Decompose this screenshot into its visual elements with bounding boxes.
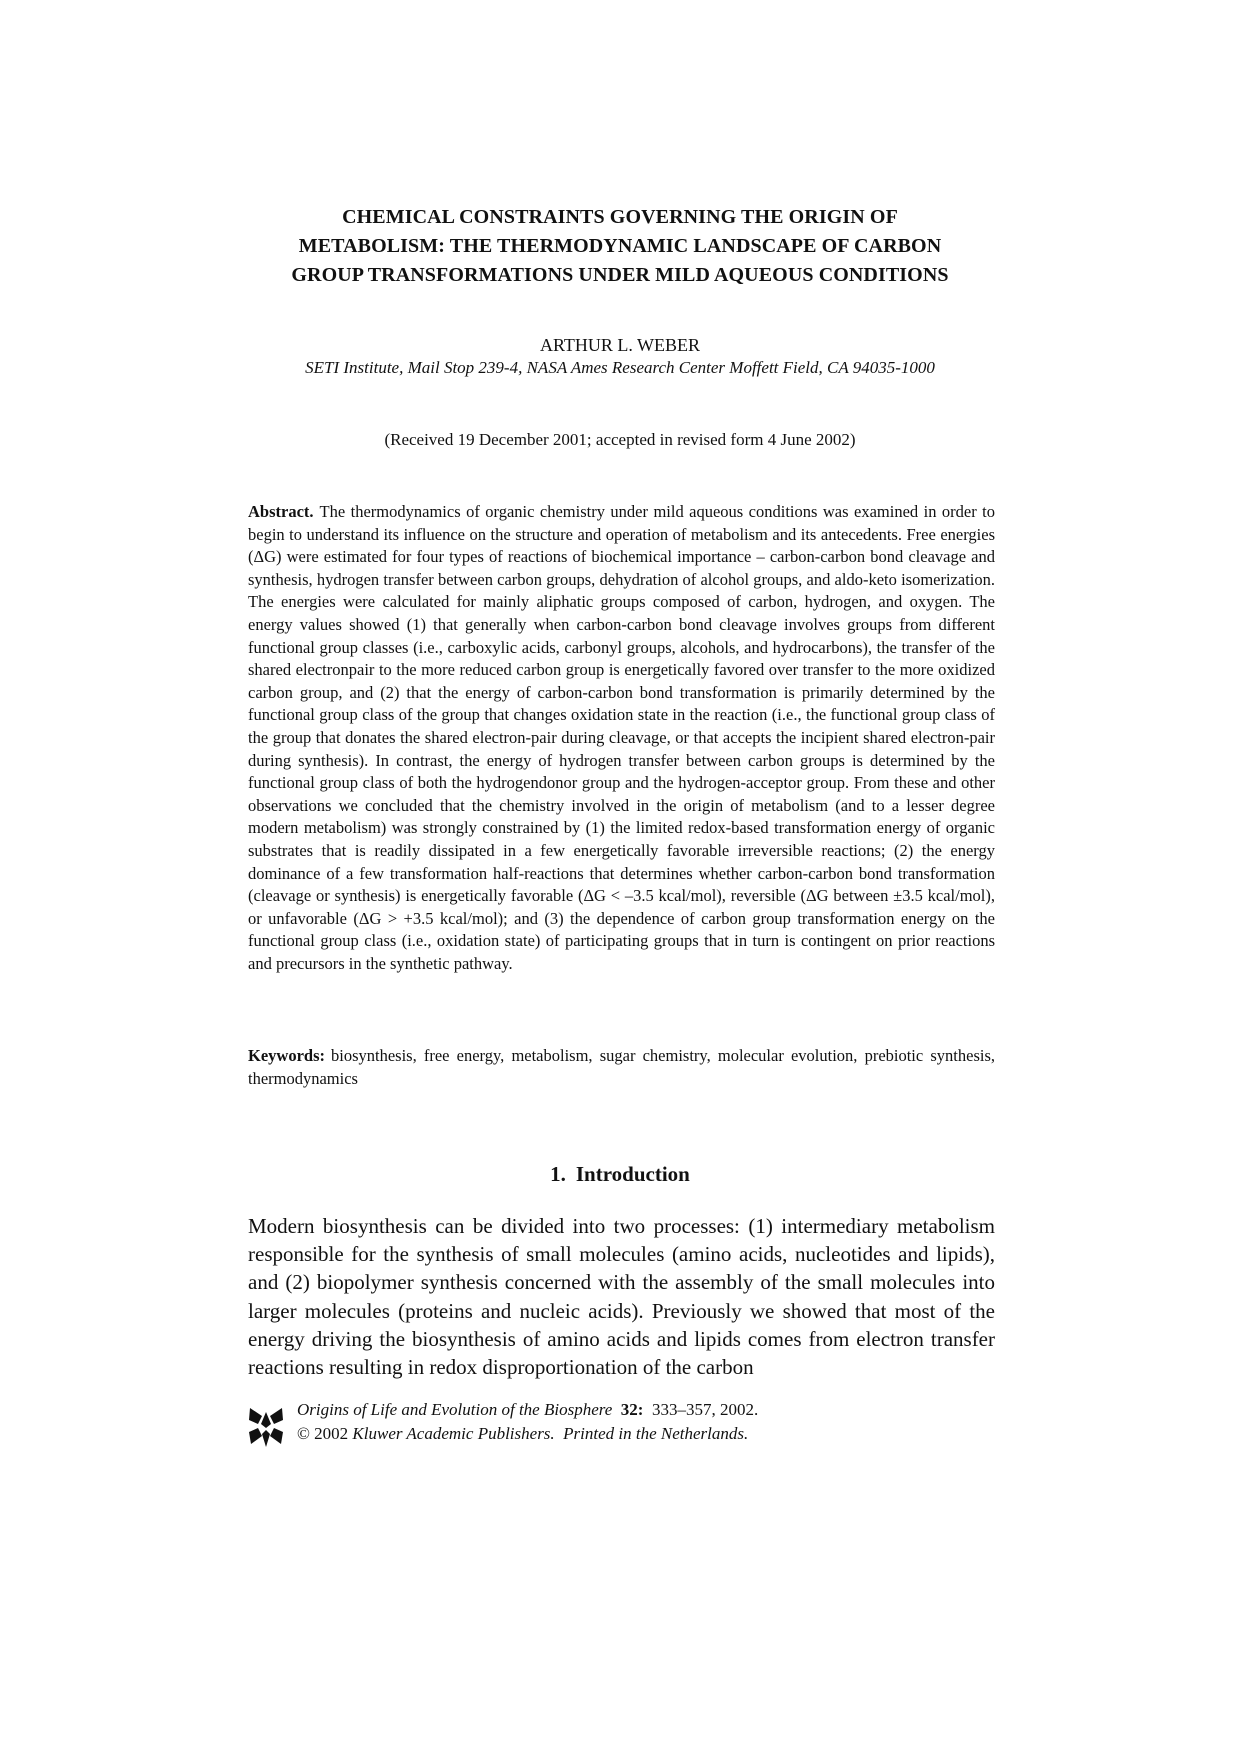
keywords-label: Keywords: [248,1046,325,1065]
publisher-name: Kluwer Academic Publishers. [352,1424,555,1443]
intro-paragraph: Modern biosynthesis can be divided into two processes: (1) intermediary metabolism responsible for the synthesis of small molecules (amino acids, nucleotides and lipids), and (2) biopolymer synthesis concerned with the assembly of the small molecules into larger molecules (proteins and nucleic acids). Previously we showed that most of the energy driving the biosynthesis of amino acids and lipids comes from electron transfer reactions resulting in redox disproportionation of the carbon [248,1214,995,1380]
section-heading [230,1160,1010,1188]
abstract-label: Abstract. [248,502,314,521]
journal-footer [248,1398,1008,1458]
kluwer-logo-icon [248,1404,284,1448]
title-line-2: METABOLISM: THE THERMODYNAMIC LANDSCAPE OF CARBON [298,235,942,257]
author-name: ARTHUR L. WEBER [539,335,701,355]
footer-line-2 [297,1422,758,1446]
section-title: Introduction [575,1162,690,1186]
title-line-1: CHEMICAL CONSTRAINTS GOVERNING THE ORIGIN OF [342,206,898,228]
abstract-text: The thermodynamics of organic chemistry under mild aqueous conditions was examined in order to begin to understand its influence on the structure and operation of metabolism and its antecedents. Free energies (ΔG) were estimated for four types of reactions of biochemical importance – carbon-carbon bond cleavage and synthesis, hydrogen transfer between carbon groups, dehydration of alcohol groups, and aldo-keto isomerization. The energies were calculated for mainly aliphatic groups composed of carbon, hydrogen, and oxygen. The energy values showed (1) that generally when carbon-carbon bond cleavage involves groups from different functional group classes (i.e., carboxylic acids, carbonyl groups, alcohols, and hydrocarbons), the transfer of the shared electronpair to the more reduced carbon group is energetically favored over transfer to the more oxidized carbon group, and (2) that the energy of carbon-carbon bond transformation is primarily determined by the functional group class of the group that changes oxidation state in the reaction (i.e., the functional group class of the group that donates the shared electron-pair during cleavage, or that accepts the incipient shared electron-pair during synthesis). In contrast, the energy of hydrogen transfer between carbon groups is determined by the functional group class of both the hydrogendonor group and the hydrogen-acceptor group. From these and other observations we concluded that the chemistry involved in the origin of metabolism (and to a lesser degree modern metabolism) was strongly constrained by (1) the limited redox-based transformation energy of organic substrates that is readily dissipated in a few energetically favorable irreversible reactions; (2) the energy dominance of a few transformation half-reactions that determines whether carbon-carbon bond transformation (cleavage or synthesis) is energetically favorable (ΔG < –3.5 kcal/mol), reversible (ΔG between ±3.5 kcal/mol), or unfavorable (ΔG > +3.5 kcal/mol); and (3) the dependence of carbon group transformation energy on the functional group class (i.e., oxidation state) of participating groups that in turn is contingent on prior reactions and precursors in the synthetic pathway. [248,502,995,973]
printed-note: Printed in the Netherlands. [563,1424,749,1443]
paper-title [230,203,1010,290]
footer-line-1 [297,1398,758,1422]
abstract [248,501,995,975]
copyright-year: © 2002 [297,1424,349,1443]
keywords [248,1045,995,1090]
title-line-3: GROUP TRANSFORMATIONS UNDER MILD AQUEOUS CONDITIONS [291,264,949,286]
journal-name: Origins of Life and Evolution of the Biosphere [297,1400,613,1419]
journal-volume: 32: [620,1400,644,1419]
footer-text [297,1398,758,1446]
received-dates: (Received 19 December 2001; accepted in revised form 4 June 2002) [384,430,856,449]
author-affiliation: SETI Institute, Mail Stop 239-4, NASA Ames Research Center Moffett Field, CA 94035-1000 [305,358,935,377]
keywords-text: biosynthesis, free energy, metabolism, sugar chemistry, molecular evolution, prebiotic synthesis, thermodynamics [248,1046,995,1088]
section-number: 1. [550,1162,566,1186]
journal-pages-year: 333–357, 2002. [651,1400,759,1419]
